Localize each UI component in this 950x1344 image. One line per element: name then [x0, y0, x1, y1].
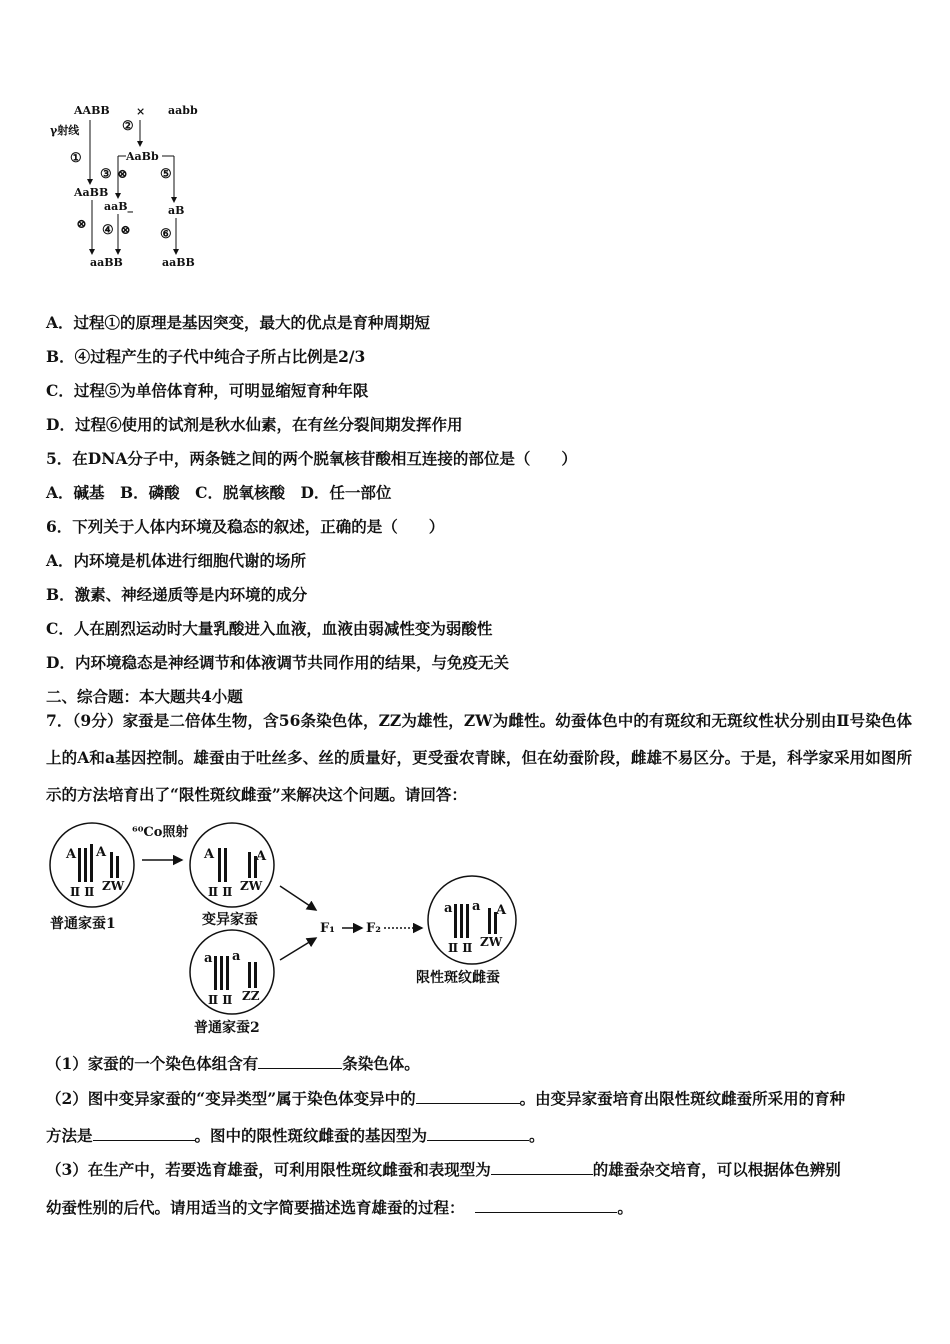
zw-result: ZW [480, 935, 503, 949]
gamma-ray-label: γ射线 [50, 124, 80, 137]
gene-a-lower-cell2-right: a [232, 949, 241, 964]
answer-blank-4[interactable] [427, 1126, 529, 1141]
q7-part3-line1 [46, 1158, 841, 1180]
self-cross-3: ⊗ [120, 223, 131, 238]
haploid-label: aB [168, 204, 185, 217]
result2-label: aaBB [162, 256, 195, 269]
gene-a-lower-cell2-left: a [204, 951, 213, 966]
silkworm2-label: 普通家蚕2 [194, 1020, 260, 1036]
silkworm-diagram [44, 820, 544, 1042]
q7-part3-line2 [46, 1196, 633, 1218]
irradiation-label: ⁶⁰Co照射 [132, 825, 189, 840]
q7-part2-mid: 。由变异家蚕培育出限性斑纹雌蚕所采用的育种 [519, 1089, 846, 1108]
breeding-scheme-diagram [40, 96, 220, 276]
q7-intro: 7．（9分）家蚕是二倍体生物，含56条染色体，ZZ为雄性，ZW为雌性。幼蚕体色中的有斑纹和无斑纹性状分别由Ⅱ号染色体上的A和a基因控制。雄蚕由于吐丝多、丝的质量好，更受蚕农青睐，但在幼蚕阶段，雌雄不易区分。于是，科学家采用如图所示的方法培育出了“限性斑纹雌蚕”来解决这个问题。请回答： [46, 711, 912, 804]
q7-part2-end: 。 [529, 1126, 545, 1145]
gene-a-lower-result-left: a [444, 901, 453, 916]
q4-option-b: B．④过程产生的子代中纯合子所占比例是2/3 [46, 347, 366, 366]
f1-label: AaBb [126, 150, 159, 163]
step1-label: ① [70, 151, 82, 166]
gene-a-mutant-left: A [204, 847, 215, 862]
q7-part2-method: 方法是 [46, 1126, 93, 1145]
mutant-label: AaBB [74, 186, 109, 199]
f2-label: F₂ [366, 921, 381, 936]
self-cross-1: ⊗ [117, 167, 128, 182]
section-heading: 二、综合题：本大题共4小题 [46, 687, 243, 706]
q7-part3-process: 幼蚕性别的后代。请用适当的文字简要描述选育雄蚕的过程： [46, 1198, 465, 1217]
gene-a-result: A [496, 903, 507, 918]
step3-label: ③ [100, 167, 112, 182]
chrom-ii-result: Ⅱ Ⅱ [448, 941, 473, 955]
step2-label: ② [122, 119, 134, 134]
f1-label: F₁ [320, 921, 335, 936]
q5-stem: 5．在DNA分子中，两条链之间的两个脱氧核苷酸相互连接的部位是（ ） [46, 449, 577, 468]
q5-options: A．碱基 B．磷酸 C．脱氧核酸 D．任一部位 [46, 483, 392, 502]
step5-label: ⑤ [160, 167, 172, 182]
mutant-label: 变异家蚕 [202, 912, 258, 928]
zw-mutant: ZW [240, 879, 263, 893]
answer-blank-6[interactable] [475, 1198, 617, 1213]
q7-part3-text: （3）在生产中，若要选育雄蚕，可利用限性斑纹雌蚕和表现型为 [46, 1160, 491, 1179]
gene-a-lower-result-right: a [472, 899, 481, 914]
q7-part2-genotype: 。图中的限性斑纹雌蚕的基因型为 [194, 1126, 428, 1145]
q7-part3-end: 。 [617, 1198, 633, 1217]
q7-part2-line1 [46, 1087, 845, 1109]
q6-option-b: B．激素、神经递质等是内环境的成分 [46, 585, 308, 604]
answer-blank-3[interactable] [93, 1126, 195, 1141]
answer-blank-1[interactable] [258, 1054, 342, 1069]
q6-stem: 6．下列关于人体内环境及稳态的叙述，正确的是（ ） [46, 517, 445, 536]
q6-option-d: D．内环境稳态是神经调节和体液调节共同作用的结果，与免疫无关 [46, 653, 509, 672]
answer-blank-2[interactable] [416, 1089, 520, 1104]
silkworm1-label: 普通家蚕1 [50, 916, 116, 932]
q7-part1 [46, 1052, 420, 1074]
q7-part2-text: （2）图中变异家蚕的“变异类型”属于染色体变异中的 [46, 1089, 416, 1108]
step6-label: ⑥ [160, 227, 172, 242]
q7-part2-line2 [46, 1124, 545, 1146]
q4-option-d: D．过程⑥使用的试剂是秋水仙素，在有丝分裂间期发挥作用 [46, 415, 463, 434]
parent1-label: AABB [74, 104, 110, 117]
aab-label: aaB_ [104, 200, 134, 213]
zw-cell1: ZW [102, 879, 125, 893]
q4-option-c: C．过程⑤为单倍体育种，可明显缩短育种年限 [46, 381, 369, 400]
chrom-ii-cell2: Ⅱ Ⅱ [208, 993, 233, 1007]
q7-part1-tail: 条染色体。 [342, 1054, 420, 1073]
q6-option-c: C．人在剧烈运动时大量乳酸进入血液，血液由弱减性变为弱酸性 [46, 619, 493, 638]
result-label: 限性斑纹雌蚕 [416, 970, 500, 986]
q6-option-a: A．内环境是机体进行细胞代谢的场所 [46, 551, 307, 570]
cross-symbol: × [136, 105, 146, 118]
zz-cell2: ZZ [242, 989, 260, 1003]
q7-part1-text: （1）家蚕的一个染色体组含有 [46, 1054, 259, 1073]
self-cross-2: ⊗ [76, 217, 87, 232]
parent2-label: aabb [168, 104, 198, 117]
chrom-ii-mutant: Ⅱ Ⅱ [208, 885, 233, 899]
gene-a-cell1-right: A [96, 845, 107, 860]
answer-blank-5[interactable] [491, 1160, 593, 1175]
q7-part3-mid: 的雄蚕杂交培育，可以根据体色辨别 [592, 1160, 841, 1179]
gene-a-mutant-right: A [256, 849, 267, 864]
chrom-ii-cell1: Ⅱ Ⅱ [70, 885, 95, 899]
q4-option-a: A．过程①的原理是基因突变，最大的优点是育种周期短 [46, 313, 431, 332]
gene-a-cell1-left: A [66, 847, 77, 862]
result1-label: aaBB [90, 256, 123, 269]
step4-label: ④ [102, 223, 114, 238]
